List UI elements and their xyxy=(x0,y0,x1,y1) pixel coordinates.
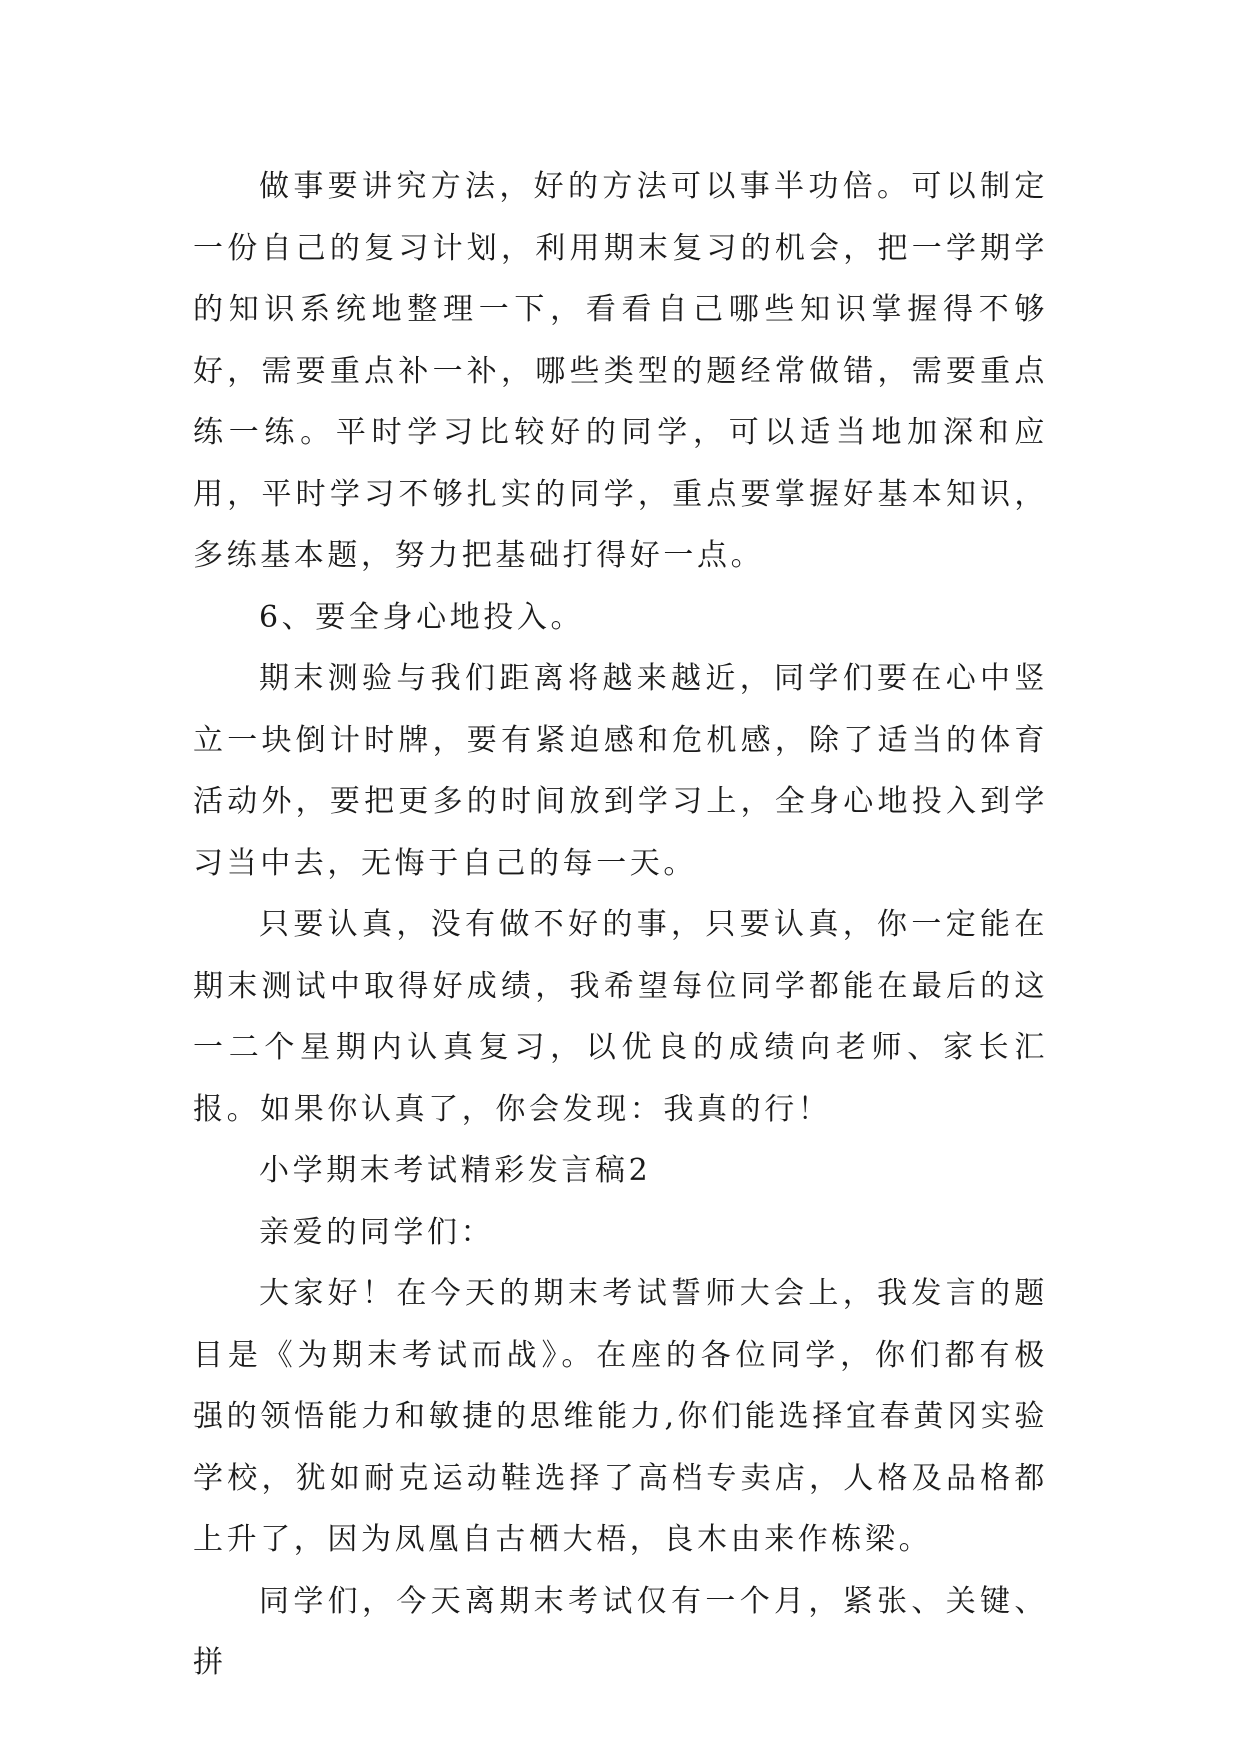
paragraph-greeting: 大家好！在今天的期末考试誓师大会上，我发言的题目是《为期末考试而战》。在座的各位同学，你们都有极强的领悟能力和敏捷的思维能力,你们能选择宜春黄冈实验学校，犹如耐克运动鞋选择了高档专卖店，人格及品格都上升了，因为凤凰自古栖大梧，良木由来作栋梁。 xyxy=(193,1276,1048,1557)
paragraph-study-method: 做事要讲究方法，好的方法可以事半功倍。可以制定一份自己的复习计划，利用期末复习的机会，把一学期学的知识系统地整理一下，看看自己哪些知识掌握得不够好，需要重点补一补，哪些类型的题经常做错，需要重点练一练。平时学习比较好的同学，可以适当地加深和应用，平时学习不够扎实的同学，重点要掌握好基本知识，多练基本题，努力把基础打得好一点。 xyxy=(193,169,1048,573)
paragraph-salutation: 亲爱的同学们： xyxy=(259,1214,495,1250)
paragraph-heading-6: 6、要全身心地投入。 xyxy=(259,599,585,635)
paragraph-speech-title: 小学期末考试精彩发言稿2 xyxy=(259,1153,652,1188)
document-body xyxy=(193,156,1048,1694)
paragraph-countdown: 期末测验与我们距离将越来越近，同学们要在心中竖立一块倒计时牌，要有紧迫感和危机感，除了适当的体育活动外，要把更多的时间放到学习上，全身心地投入到学习当中去，无悔于自己的每一天。 xyxy=(193,661,1048,881)
paragraph-be-serious: 只要认真，没有做不好的事，只要认真，你一定能在期末测试中取得好成绩，我希望每位同学都能在最后的这一二个星期内认真复习，以优良的成绩向老师、家长汇报。如果你认真了，你会发现：我真的行！ xyxy=(193,907,1048,1127)
paragraph-one-month: 同学们，今天离期末考试仅有一个月，紧张、关键、拼 xyxy=(193,1583,1048,1680)
